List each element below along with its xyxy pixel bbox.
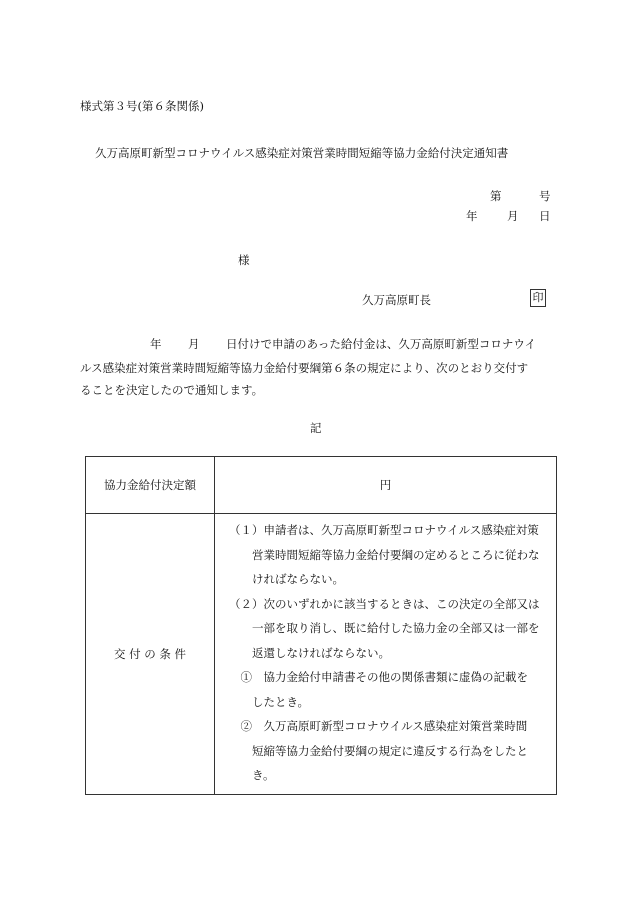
date-year-label: 年 (466, 209, 478, 223)
seal-mark: 印 (530, 289, 546, 307)
condition-line: 返還しなければならない。 (229, 645, 390, 660)
body-line-2: ルス感染症対策営業時間短縮等協力金給付要綱第６条の規定により、次のとおり交付す (80, 361, 529, 375)
conditions-label: 交 付 の 条 件 (86, 514, 215, 795)
condition-line: ければならない。 (229, 572, 344, 586)
condition-line: （１）申請者は、久万高原町新型コロナウイルス感染症対策 (229, 523, 539, 537)
condition-line: 短縮等協力金給付要綱の規定に違反する行為をしたと (229, 743, 528, 758)
body-line-3: ることを決定したので通知します。 (80, 383, 264, 397)
table-row-conditions (86, 514, 557, 795)
addressee-suffix: 様 (238, 253, 250, 267)
decision-table (85, 456, 557, 795)
condition-line: 営業時間短縮等協力金給付要綱の定めるところに従わな (229, 547, 540, 562)
number-dai: 第 (490, 189, 502, 203)
amount-value: 円 (215, 457, 557, 514)
body-month-label: 月 (188, 337, 200, 351)
date-day-label: 日 (539, 209, 551, 223)
amount-label: 協力金給付決定額 (86, 457, 215, 514)
number-go: 号 (539, 189, 551, 203)
condition-line: 一部を取り消し、既に給付した協力金の全部又は一部を (229, 621, 540, 635)
body-year-label: 年 (150, 337, 162, 351)
table-row-amount (86, 457, 557, 514)
condition-line: （２）次のいずれかに該当するときは、この決定の全部又は (229, 596, 540, 611)
condition-line: ② 久万高原町新型コロナウイルス感染症対策営業時間 (229, 719, 528, 733)
condition-line: き。 (229, 768, 275, 782)
condition-line: したとき。 (229, 694, 310, 709)
date-month-label: 月 (507, 209, 519, 223)
ki-heading: 記 (310, 421, 322, 435)
body-line-1-text: 日付けで申請のあった給付金は、久万高原町新型コロナウイ (226, 337, 537, 351)
conditions-text (215, 514, 557, 795)
condition-line: ① 協力金給付申請書その他の関係書類に虚偽の記載を (229, 670, 528, 684)
form-number: 様式第３号(第６条関係) (80, 99, 204, 113)
document-title: 久万高原町新型コロナウイルス感染症対策営業時間短縮等協力金給付決定通知書 (95, 146, 509, 160)
issuer-name: 久万高原町長 (362, 293, 431, 307)
